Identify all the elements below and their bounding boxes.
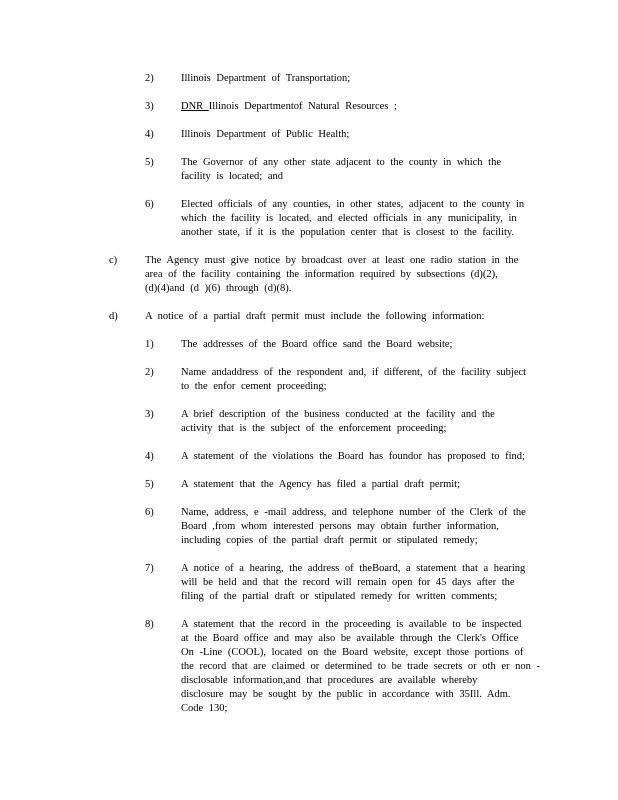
text-line	[181, 562, 551, 576]
list-item-label: c)	[109, 255, 118, 266]
list-item-text	[181, 562, 551, 604]
list-item-label: 4)	[145, 129, 154, 140]
text-segment: Illinois Department of Transportation;	[181, 73, 351, 84]
list-item-text	[181, 72, 551, 86]
text-segment: A notice of a hearing, the address of theBoard, a statement that a hearing	[181, 563, 526, 574]
text-line	[181, 408, 551, 422]
text-line	[145, 254, 545, 268]
text-line	[181, 576, 551, 590]
list-item-label: 3)	[145, 409, 154, 420]
text-line	[181, 212, 551, 226]
text-segment: Name andaddress of the respondent and, if different, of the facility subject	[181, 367, 527, 378]
text-segment: (d)(4)and (d )(6) through (d)(8).	[145, 283, 292, 294]
text-segment: The Agency must give notice by broadcast over at least one radio station in the	[145, 255, 519, 266]
list-item-text	[181, 100, 551, 114]
text-segment: Illinois Departmentof Natural Resources ;	[208, 101, 397, 112]
list-item-label: 5)	[145, 479, 154, 490]
list-item-text	[145, 254, 545, 296]
text-line	[181, 380, 551, 394]
text-segment: disclosure may be sought by the public in accordance with 35Ill. Adm.	[181, 689, 511, 700]
text-segment: On -Line (COOL), located on the Board website, except those portions of	[181, 647, 524, 658]
text-segment: activity that is the subject of the enforcement proceeding;	[181, 423, 447, 434]
text-segment: A statement that the Agency has filed a partial draft permit;	[181, 479, 461, 490]
text-segment: area of the facility containing the information required by subsections (d)(2),	[145, 269, 498, 280]
list-item-label: 6)	[145, 507, 154, 518]
text-segment: Illinois Department of Public Health;	[181, 129, 350, 140]
text-line	[181, 170, 551, 184]
text-line	[181, 506, 551, 520]
text-segment: Elected officials of any counties, in other states, adjacent to the county in	[181, 199, 525, 210]
text-line	[181, 618, 551, 632]
text-segment: which the facility is located, and elected officials in any municipality, in	[181, 213, 517, 224]
list-item-text	[181, 366, 551, 394]
text-segment: Code 130;	[181, 703, 228, 714]
text-line	[181, 632, 551, 646]
text-line	[181, 72, 551, 86]
list-item-label: 7)	[145, 563, 154, 574]
text-line	[181, 128, 551, 142]
text-line	[181, 702, 551, 716]
list-item-text	[181, 408, 551, 436]
list-item-text	[145, 310, 545, 324]
text-line	[145, 268, 545, 282]
text-line	[181, 100, 551, 114]
text-segment: will be held and that the record will remain open for 45 days after the	[181, 577, 515, 588]
text-line	[181, 478, 551, 492]
list-item-label: 4)	[145, 451, 154, 462]
list-item-text	[181, 128, 551, 142]
text-line	[181, 366, 551, 380]
text-segment: including copies of the partial draft permit or stipulated remedy;	[181, 535, 478, 546]
text-line	[181, 338, 551, 352]
text-segment: The Governor of any other state adjacent to the county in which the	[181, 157, 501, 168]
list-item-text	[181, 198, 551, 240]
list-item-text	[181, 450, 551, 464]
text-line	[181, 422, 551, 436]
text-segment: DNR	[181, 101, 209, 112]
text-segment: A brief description of the business conducted at the facility and the	[181, 409, 495, 420]
text-segment: disclosable information,and that procedures are available whereby	[181, 675, 478, 686]
list-item-label: 2)	[145, 367, 154, 378]
text-line	[181, 590, 551, 604]
text-segment: the record that are claimed or determined to be trade secrets or oth er non -	[181, 661, 540, 672]
text-segment: A notice of a partial draft permit must include the following information:	[145, 311, 485, 322]
text-line	[181, 660, 551, 674]
text-segment: A statement of the violations the Board has foundor has proposed to find;	[181, 451, 525, 462]
list-item-text	[181, 618, 551, 716]
list-item-label: 5)	[145, 157, 154, 168]
text-line	[181, 646, 551, 660]
text-segment: at the Board office and may also be available through the Clerk's Office	[181, 633, 519, 644]
text-line	[181, 198, 551, 212]
list-item-label: d)	[109, 311, 118, 322]
list-item-text	[181, 506, 551, 548]
text-line	[181, 450, 551, 464]
list-item-text	[181, 338, 551, 352]
list-item-label: 6)	[145, 199, 154, 210]
text-line	[181, 674, 551, 688]
list-item-text	[181, 156, 551, 184]
text-line	[181, 688, 551, 702]
list-item-label: 8)	[145, 619, 154, 630]
list-item-label: 2)	[145, 73, 154, 84]
text-line	[145, 310, 545, 324]
text-segment: The addresses of the Board office sand the Board website;	[181, 339, 453, 350]
text-line	[181, 520, 551, 534]
text-line	[145, 282, 545, 296]
text-segment: A statement that the record in the proceeding is available to be inspected	[181, 619, 522, 630]
text-segment: filing of the partial draft or stipulated remedy for written comments;	[181, 591, 498, 602]
text-line	[181, 226, 551, 240]
list-item-label: 1)	[145, 339, 154, 350]
text-segment: Name, address, e -mail address, and telephone number of the Clerk of the	[181, 507, 526, 518]
text-segment: to the enfor cement proceeding;	[181, 381, 327, 392]
list-item-text	[181, 478, 551, 492]
text-segment: Board ,from whom interested persons may obtain further information,	[181, 521, 499, 532]
text-segment: another state, if it is the population center that is closest to the facility.	[181, 227, 515, 238]
text-line	[181, 534, 551, 548]
list-item-label: 3)	[145, 101, 154, 112]
text-segment: facility is located; and	[181, 171, 284, 182]
text-line	[181, 156, 551, 170]
